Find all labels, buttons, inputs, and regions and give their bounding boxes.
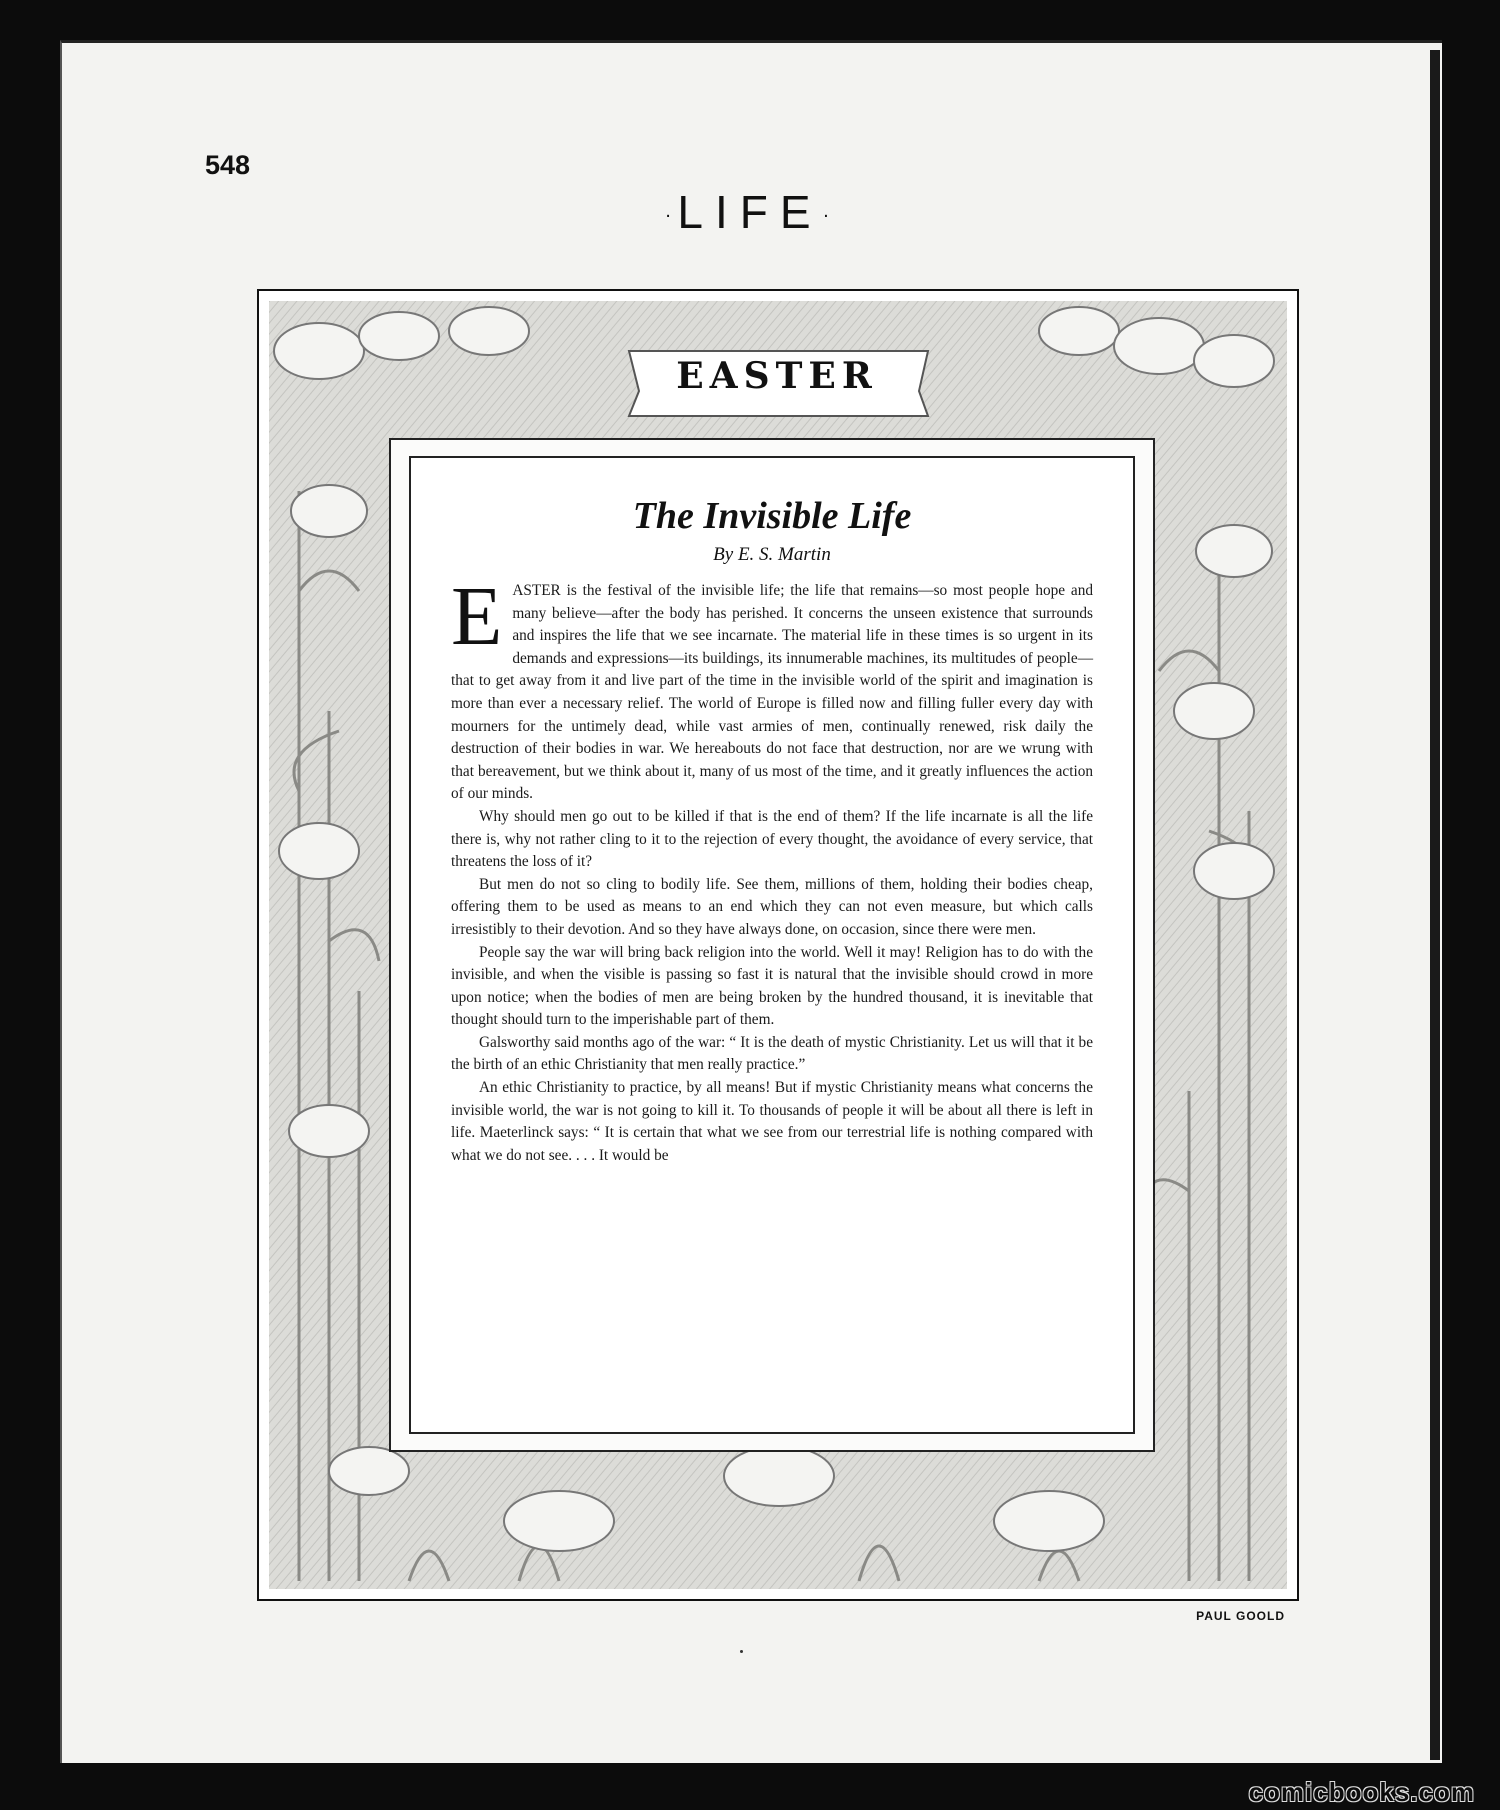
illustrated-border <box>257 289 1299 1623</box>
page-number: 548 <box>205 150 251 180</box>
article-paragraph: Galsworthy said months ago of the war: “ It is the death of mystic Christianity. Let us will that it be the birth of an ethic Christianity that men really practice.” <box>451 1033 1093 1074</box>
article-panel <box>389 438 1155 1452</box>
article-paragraph: An ethic Christianity to practice, by all means! But if mystic Christianity means what concerns the invisible world, the war is not going to kill it. To thousands of people it will be about all there is left in life. Maeterlinck says: “ It is certain that what we see from our terrestrial life is nothing compared with what we do not see. . . . It would be <box>451 1079 1093 1164</box>
easter-heading: EASTER <box>676 355 878 397</box>
artist-signature: PAUL GOOLD <box>1196 1609 1285 1623</box>
article-body <box>451 570 1093 1167</box>
watermark: comicbooks.com <box>1248 1777 1475 1807</box>
article-frame <box>409 456 1135 1434</box>
article-paragraph: Why should men go out to be killed if that is the end of them? If the life incarnate is all the life there is, why not rather cling to it to the rejection of every thought, the avoidance of every service, that threatens the loss of it? <box>451 807 1093 871</box>
article-byline: By E. S. Martin <box>713 544 831 565</box>
print-speck <box>740 1650 743 1653</box>
drop-cap: E <box>451 570 503 663</box>
masthead-title: LIFE <box>677 186 823 238</box>
article-paragraph: EASTER is the festival of the invisible life; the life that remains—so most people hope and many believe—after the body has perished. It concerns the unseen existence that surrounds and inspires the life that we see incarnate. The material life in these times is so urgent in its demands and expressions—its buildings, its innumerable machines, its multitudes of people—that to get away from it and live part of the time in the invisible world of the spirit and imagination is more than ever a necessary relief. The world of Europe is filled now and filling fuller every day with mourners for the untimely dead, while vast armies of men, continually renewed, risk daily the destruction of their bodies in war. We hereabouts do not face that destruction, nor are we wrung with that bereavement, but we think about it, many of us most of the time, and it greatly influences the action of our minds. <box>451 570 1093 803</box>
masthead-dot-right: · <box>822 204 836 227</box>
masthead-dot-left: · <box>664 204 678 227</box>
facing-page-edge <box>1430 50 1440 1760</box>
masthead <box>0 185 1500 239</box>
article-paragraph: People say the war will bring back religion into the world. Well it may! Religion has to do with the invisible, and when the visible is passing so fast it is natural that the invisible should crowd in more upon notice; when the bodies of men are being broken by the hundred thousand, it is inevitable that thought should turn to the imperishable part of them. <box>451 943 1093 1029</box>
article-title: The Invisible Life <box>632 495 912 537</box>
article-paragraph: But men do not so cling to bodily life. See them, millions of them, holding their bodies cheap, offering them to be used as means to an end which they can not even measure, but which calls irresistibly to their devotion. And so they have always done, on occasion, since there were men. <box>451 875 1093 938</box>
